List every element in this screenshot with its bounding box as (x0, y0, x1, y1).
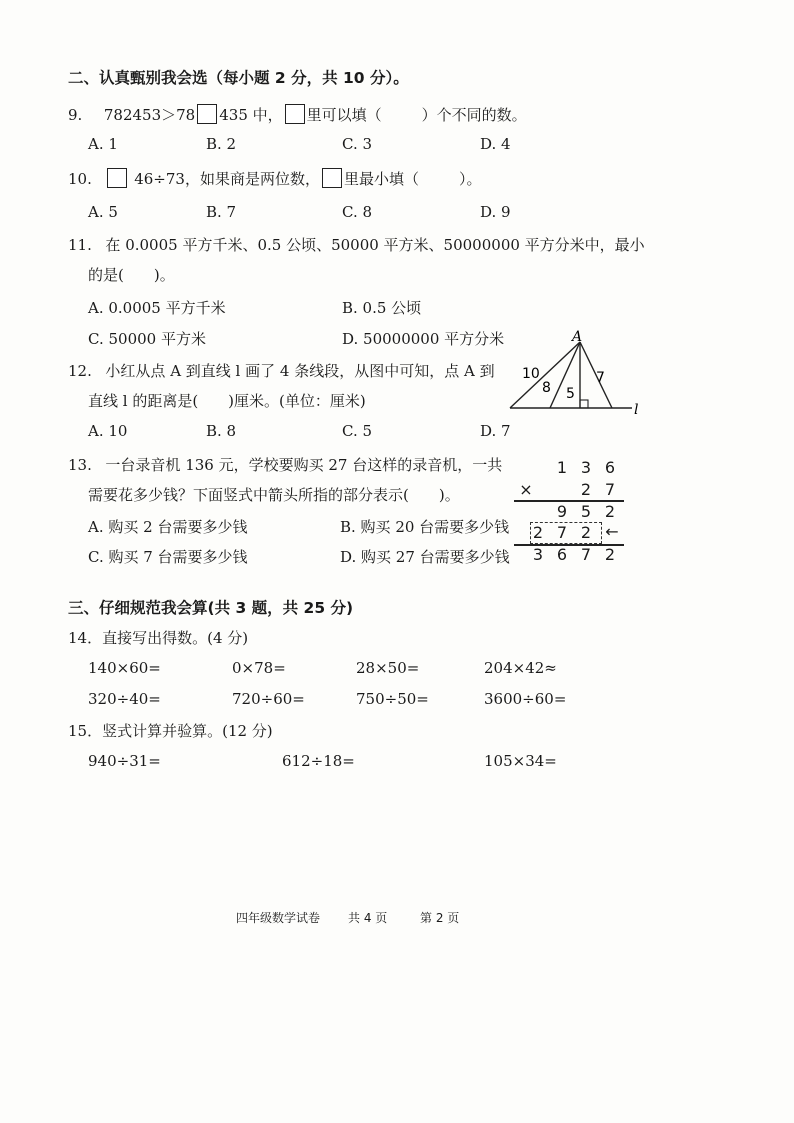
section-2-title: 二、认真甄别我会选（每小题 2 分，共 10 分）。 (68, 69, 409, 87)
point-a-label: A (572, 330, 583, 345)
q9-part2: 435 中， (219, 106, 283, 124)
q11-option-c: C. 50000 平方米 (88, 330, 206, 348)
question-12 (68, 360, 495, 381)
question-14-title: 14．直接写出得数。(4 分) (68, 629, 249, 647)
q10-part3: ）。 (458, 170, 482, 188)
answer-box (322, 168, 342, 188)
q9-number: 9. (68, 106, 83, 124)
question-13 (68, 454, 502, 475)
digit: 9 (556, 502, 568, 521)
arrow-icon: ← (605, 522, 619, 541)
q9-option-d: D. 4 (480, 135, 511, 153)
footer-page-number: 第 2 页 (420, 911, 460, 925)
digit: 3 (580, 458, 592, 477)
q12-option-a: A. 10 (88, 422, 128, 440)
q9-part3: 里可以填（ (306, 106, 382, 124)
label-8: 8 (542, 380, 551, 396)
digit: 5 (580, 502, 592, 521)
q13-option-b: B. 购买 20 台需要多少钱 (340, 518, 510, 536)
question-9 (68, 104, 527, 125)
q9-option-b: B. 2 (206, 135, 237, 153)
q14-item: 320÷40= (88, 690, 161, 708)
digit: 7 (580, 545, 592, 564)
triangle-figure (500, 330, 650, 420)
digit: 1 (556, 458, 568, 477)
q9-part1: 782453＞78 (103, 106, 196, 124)
q10-option-a: A. 5 (88, 203, 118, 221)
digit: 7 (556, 523, 568, 542)
footer-total-pages: 共 4 页 (348, 911, 388, 925)
q10-number: 10. (68, 170, 92, 188)
q12-number: 12. (68, 362, 92, 380)
right-angle-mark (580, 400, 588, 408)
answer-box (197, 104, 217, 124)
q13-option-c: C. 购买 7 台需要多少钱 (88, 548, 248, 566)
q12-option-d: D. 7 (480, 422, 511, 440)
q11-number: 11. (68, 236, 92, 254)
q14-item: 204×42≈ (484, 659, 557, 677)
q13-option-a: A. 购买 2 台需要多少钱 (88, 518, 248, 536)
q15-item: 940÷31= (88, 752, 161, 770)
q11-option-a: A. 0.0005 平方千米 (88, 299, 226, 317)
digit: 2 (604, 502, 616, 521)
q13-line1: 一台录音机 136 元，学校要购买 27 台这样的录音机，一共 (105, 456, 503, 474)
q14-item: 720÷60= (232, 690, 305, 708)
label-10: 10 (522, 366, 540, 382)
answer-box (285, 104, 305, 124)
q10-option-d: D. 9 (480, 203, 511, 221)
q13-line2: 需要花多少钱？下面竖式中箭头所指的部分表示( )。 (88, 486, 460, 504)
q13-option-d: D. 购买 27 台需要多少钱 (340, 548, 510, 566)
q12-option-b: B. 8 (206, 422, 237, 440)
times-sign: × (519, 480, 533, 499)
q14-item: 750÷50= (356, 690, 429, 708)
q11-option-d: D. 50000000 平方分米 (342, 330, 505, 348)
digit: 6 (556, 545, 568, 564)
digit: 2 (580, 523, 592, 542)
label-7: 7 (596, 370, 605, 386)
q14-item: 3600÷60= (484, 690, 567, 708)
q14-item: 0×78= (232, 659, 286, 677)
q15-item: 612÷18= (282, 752, 355, 770)
label-5: 5 (566, 386, 575, 402)
answer-box (107, 168, 127, 188)
q11-option-b: B. 0.5 公顷 (342, 299, 422, 317)
q9-option-a: A. 1 (88, 135, 118, 153)
question-10 (68, 168, 481, 189)
footer-subject: 四年级数学试卷 (236, 911, 321, 925)
digit: 2 (604, 545, 616, 564)
q9-option-c: C. 3 (342, 135, 373, 153)
digit: 2 (532, 523, 544, 542)
segment-8 (550, 342, 580, 408)
question-15-title: 15．竖式计算并验算。(12 分) (68, 722, 273, 740)
q10-part1: 46÷73，如果商是两位数， (134, 170, 320, 188)
q14-item: 28×50= (356, 659, 420, 677)
q11-line1: 在 0.0005 平方千米、0.5 公顷、50000 平方米、50000000 平方分米中，最小 (105, 236, 645, 254)
q13-number: 13. (68, 456, 92, 474)
q11-line2: 的是( )。 (88, 266, 175, 284)
q14-item: 140×60= (88, 659, 161, 677)
q12-line1: 小红从点 A 到直线 l 画了 4 条线段，从图中可知，点 A 到 (105, 362, 495, 380)
section-3-title: 三、仔细规范我会算(共 3 题，共 25 分) (68, 599, 354, 617)
q10-option-b: B. 7 (206, 203, 237, 221)
q12-line2: 直线 l 的距离是( )厘米。(单位：厘米) (88, 392, 366, 410)
digit: 7 (604, 480, 616, 499)
question-11 (68, 234, 645, 255)
q12-option-c: C. 5 (342, 422, 373, 440)
q10-part2: 里最小填（ (343, 170, 419, 188)
digit: 6 (604, 458, 616, 477)
q9-part4: ）个不同的数。 (421, 106, 527, 124)
q15-item: 105×34= (484, 752, 557, 770)
q10-option-c: C. 8 (342, 203, 373, 221)
line-l-label: l (634, 402, 639, 418)
digit: 2 (580, 480, 592, 499)
digit: 3 (532, 545, 544, 564)
vertical-multiplication (510, 456, 630, 566)
